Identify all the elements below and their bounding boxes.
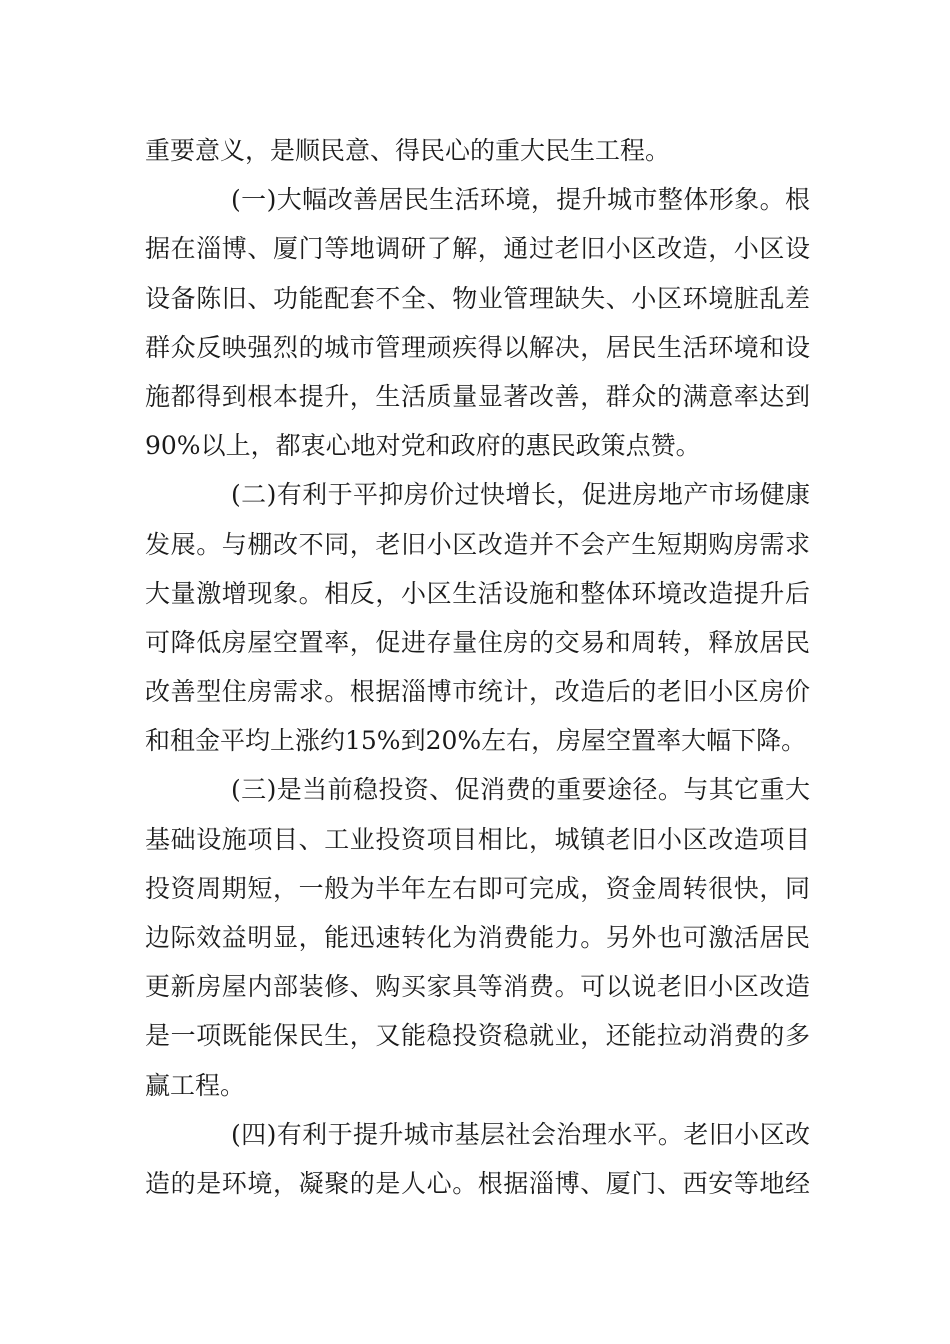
text-line: 更新房屋内部装修、购买家具等消费。可以说老旧小区改造 bbox=[145, 972, 810, 1002]
text-line: 重要意义，是顺民意、得民心的重大民生工程。 bbox=[145, 136, 671, 165]
text-line: 发展。与棚改不同，老旧小区改造并不会产生短期购房需求 bbox=[145, 529, 810, 559]
text-line: 改善型住房需求。根据淄博市统计，改造后的老旧小区房价 bbox=[145, 677, 810, 707]
text-line: 边际效益明显，能迅速转化为消费能力。另外也可激活居民 bbox=[145, 923, 810, 952]
text-line: (二)有利于平抑房价过快增长，促进房地产市场健康 bbox=[231, 480, 810, 510]
paragraph-2 bbox=[145, 470, 810, 765]
text-line: (四)有利于提升城市基层社会治理水平。老旧小区改 bbox=[231, 1119, 810, 1149]
paragraph-4 bbox=[145, 1110, 810, 1208]
body-text bbox=[145, 126, 810, 1208]
text-line: 设备陈旧、功能配套不全、物业管理缺失、小区环境脏乱差 bbox=[145, 283, 810, 313]
text-line: 群众反映强烈的城市管理顽疾得以解决，居民生活环境和设 bbox=[145, 332, 810, 362]
text-line: 和租金平均上涨约15%到20%左右，房屋空置率大幅下降。 bbox=[145, 726, 807, 756]
paragraph-1 bbox=[145, 175, 810, 470]
text-line: 90%以上，都衷心地对党和政府的惠民政策点赞。 bbox=[145, 431, 701, 461]
text-line: 可降低房屋空置率，促进存量住房的交易和周转，释放居民 bbox=[145, 627, 810, 657]
text-line: 大量激增现象。相反，小区生活设施和整体环境改造提升后 bbox=[145, 578, 810, 608]
paragraph-continued bbox=[145, 126, 810, 175]
paragraph-3 bbox=[145, 765, 810, 1109]
text-line: 赢工程。 bbox=[145, 1070, 246, 1100]
text-line: 基础设施项目、工业投资项目相比，城镇老旧小区改造项目 bbox=[145, 824, 810, 854]
text-line: (三)是当前稳投资、促消费的重要途径。与其它重大 bbox=[231, 775, 810, 805]
text-line: 是一项既能保民生，又能稳投资稳就业，还能拉动消费的多 bbox=[145, 1021, 810, 1051]
text-line: 据在淄博、厦门等地调研了解，通过老旧小区改造，小区设 bbox=[145, 234, 810, 264]
text-line: 投资周期短，一般为半年左右即可完成，资金周转很快，同 bbox=[145, 873, 810, 903]
text-line: 施都得到根本提升，生活质量显著改善，群众的满意率达到 bbox=[145, 381, 810, 411]
text-line: (一)大幅改善居民生活环境，提升城市整体形象。根 bbox=[231, 185, 810, 215]
text-line: 造的是环境，凝聚的是人心。根据淄博、厦门、西安等地经 bbox=[145, 1168, 810, 1198]
